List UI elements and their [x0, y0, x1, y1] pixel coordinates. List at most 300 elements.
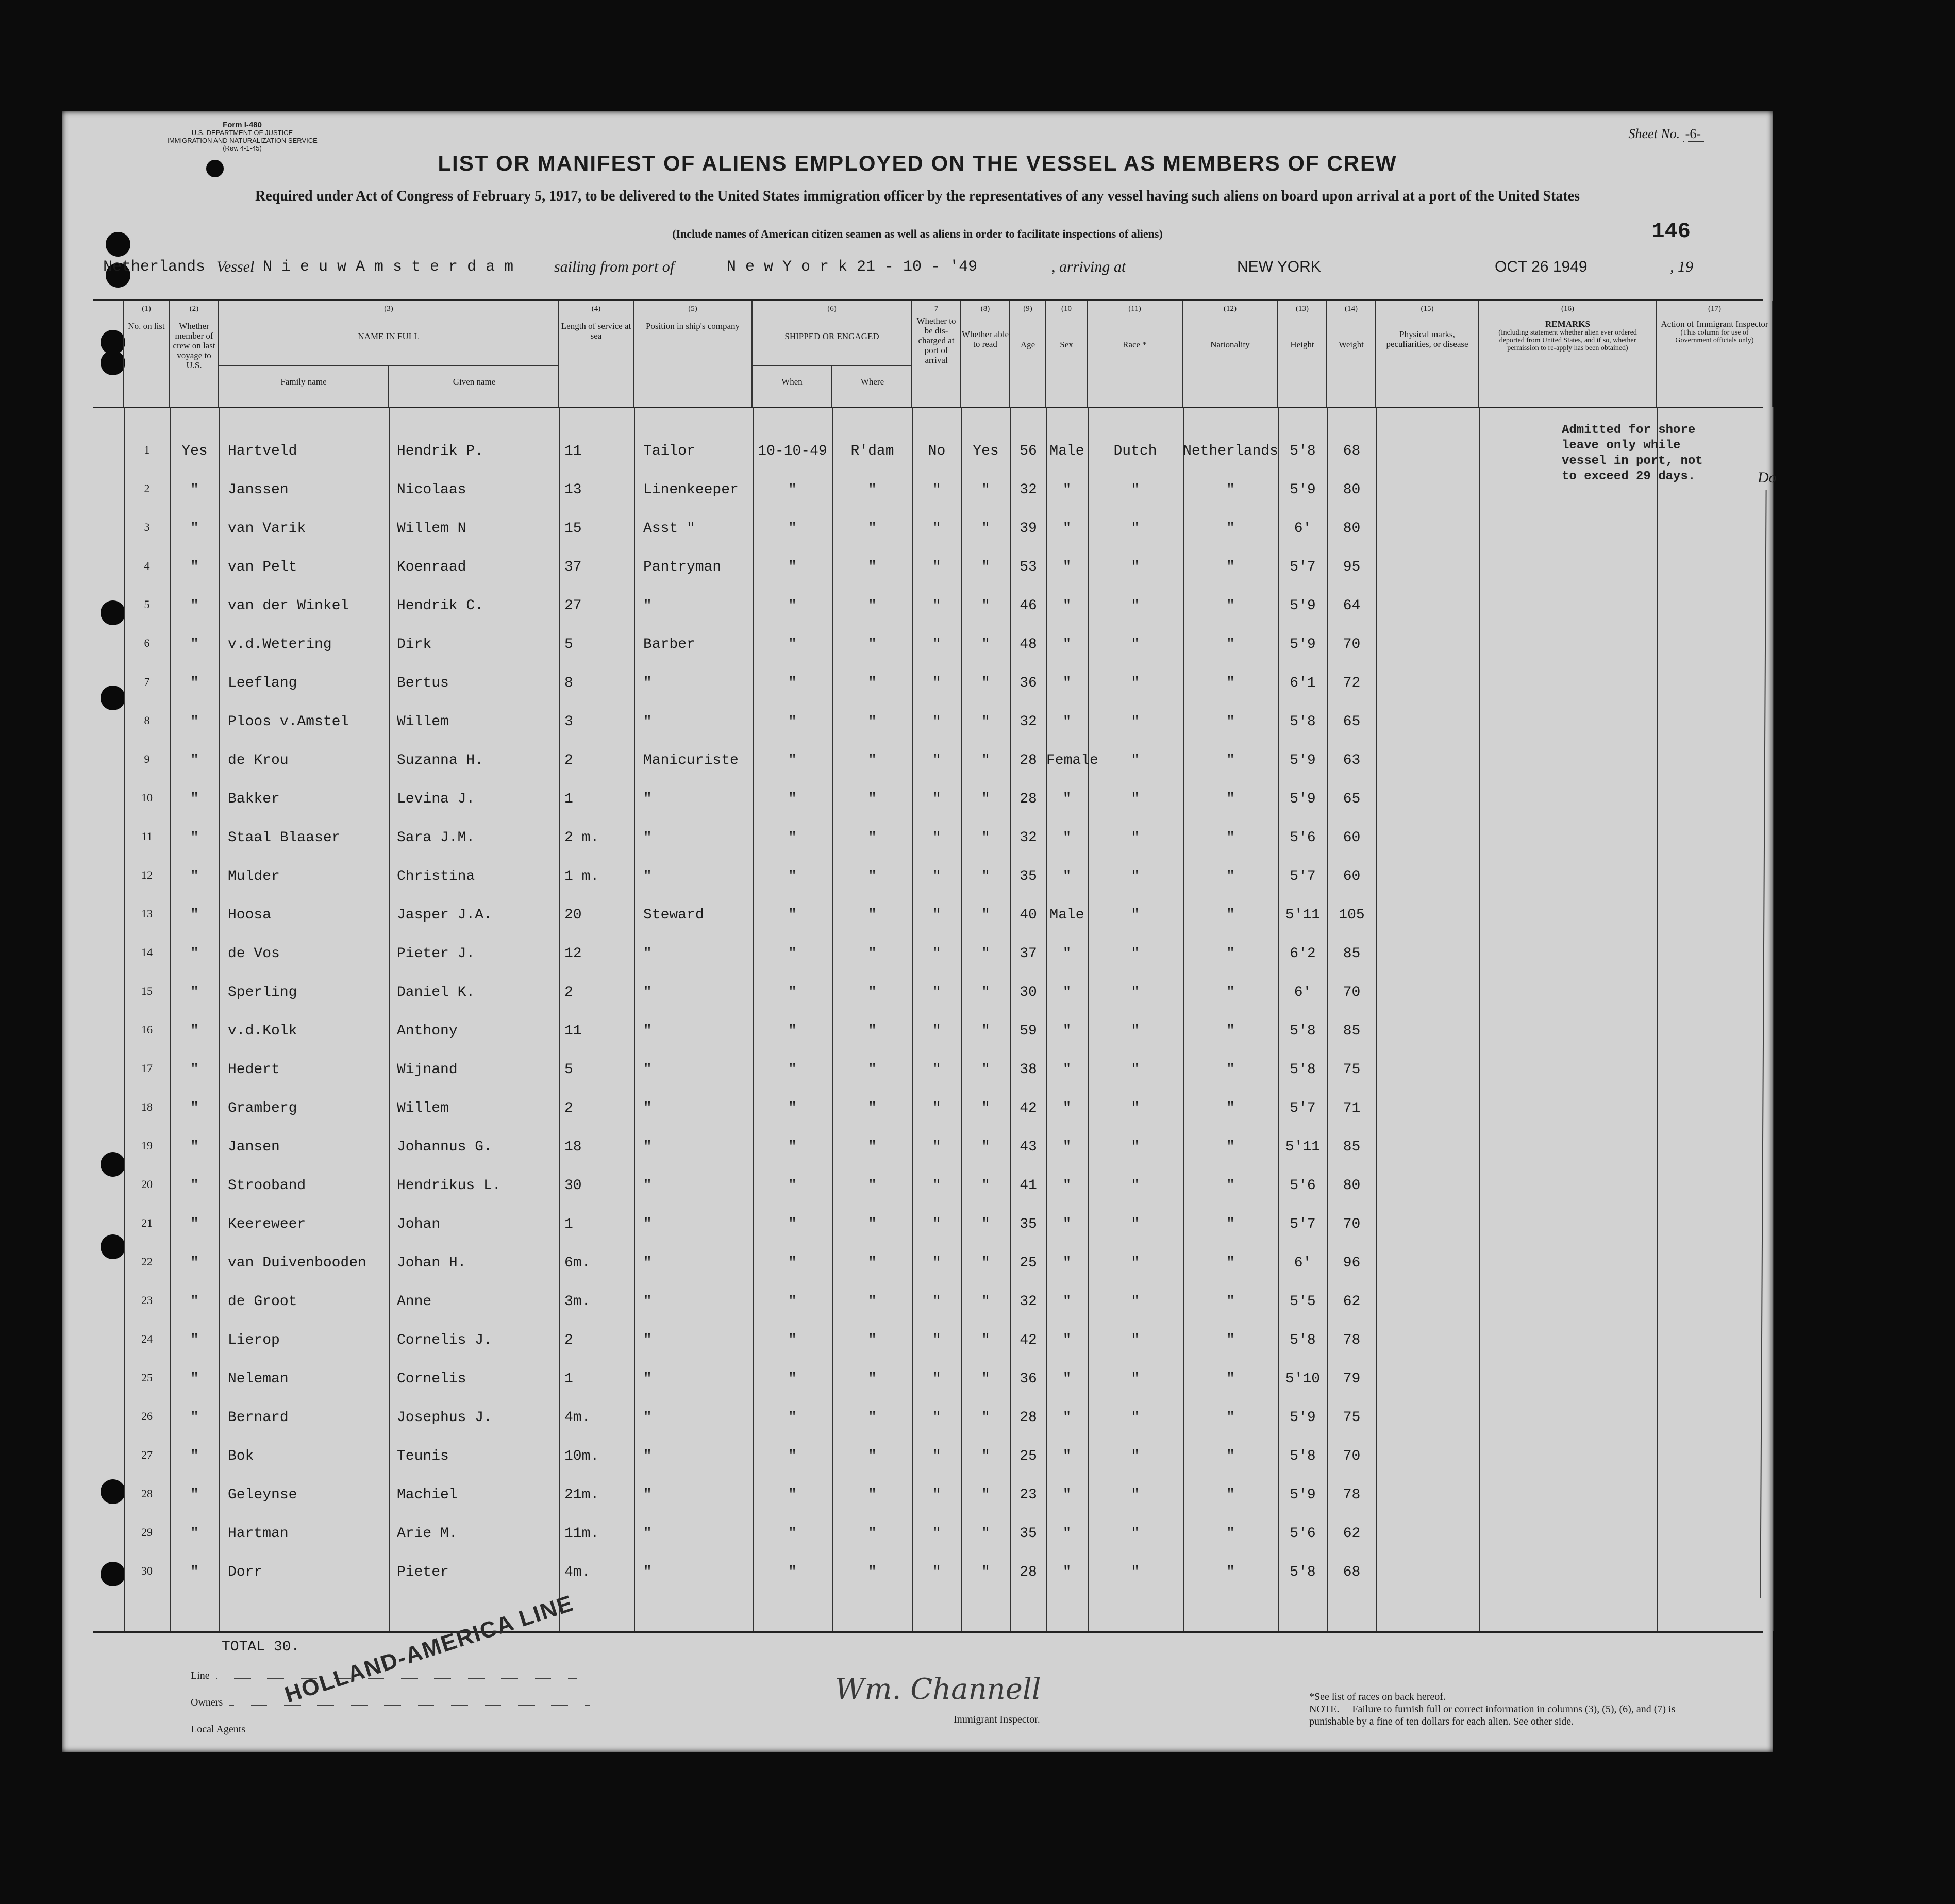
- cell-height: 5'8: [1290, 443, 1316, 459]
- cell-read: ": [981, 1255, 990, 1271]
- cell-weight: 62: [1343, 1526, 1361, 1542]
- cell-weight: 60: [1343, 830, 1361, 846]
- cell-age: 23: [1020, 1487, 1037, 1503]
- cell-prev: Yes: [181, 443, 208, 459]
- cell-age: 25: [1020, 1448, 1037, 1464]
- cell-disch: ": [932, 1448, 941, 1464]
- cell-nat: ": [1226, 1564, 1235, 1580]
- cell-weight: 62: [1343, 1294, 1361, 1310]
- cell-weight: 95: [1343, 559, 1361, 575]
- cell-no: 17: [141, 1062, 153, 1075]
- cell-age: 59: [1020, 1023, 1037, 1039]
- table-row: [93, 892, 1763, 928]
- cell-weight: 68: [1343, 443, 1361, 459]
- cell-sex: ": [1062, 1100, 1072, 1116]
- cell-service: 2: [564, 753, 573, 769]
- cell-position: ": [643, 946, 652, 962]
- cell-nat: ": [1226, 1294, 1235, 1310]
- cell-family: Staal Blaaser: [228, 830, 341, 846]
- cell-no: 12: [141, 869, 153, 881]
- cell-family: van Duivenbooden: [228, 1255, 366, 1271]
- cell-age: 43: [1020, 1139, 1037, 1155]
- cell-race: ": [1131, 1139, 1140, 1155]
- cell-read: ": [981, 598, 990, 614]
- cell-weight: 70: [1343, 637, 1361, 653]
- cell-disch: ": [932, 830, 941, 846]
- penalty-note: NOTE. —Failure to furnish full or correct information in columns (3), (5), (6), and (7) is punishable by a fine of ten dollars for each alien. See other side.: [1309, 1703, 1676, 1727]
- cell-weight: 78: [1343, 1487, 1361, 1503]
- cell-given: Hendrik P.: [397, 443, 484, 459]
- cell-sex: ": [1062, 1410, 1072, 1426]
- cell-where: ": [868, 559, 877, 575]
- cell-race: ": [1131, 1371, 1140, 1387]
- cell-family: Geleynse: [228, 1487, 297, 1503]
- cell-where: ": [868, 907, 877, 923]
- cell-when: 10-10-49: [758, 443, 827, 459]
- cell-sex: ": [1062, 675, 1072, 691]
- cell-race: ": [1131, 907, 1140, 923]
- cell-age: 28: [1020, 791, 1037, 807]
- table-row: [93, 1356, 1763, 1392]
- cell-read: ": [981, 753, 990, 769]
- cell-service: 3m.: [564, 1294, 591, 1310]
- cell-no: 30: [141, 1564, 153, 1577]
- cell-race: ": [1131, 1332, 1140, 1348]
- cell-position: ": [643, 714, 652, 730]
- cell-disch: ": [932, 1410, 941, 1426]
- cell-read: ": [981, 830, 990, 846]
- arriving-port: NEW YORK: [1237, 258, 1321, 275]
- cell-race: ": [1131, 1294, 1140, 1310]
- cell-height: 5'11: [1285, 907, 1321, 923]
- cell-prev: ": [190, 675, 199, 691]
- signature-label: Immigrant Inspector.: [954, 1714, 1040, 1725]
- cell-when: ": [788, 1100, 797, 1116]
- cell-family: Ploos v.Amstel: [228, 714, 349, 730]
- cell-prev: ": [190, 1062, 199, 1078]
- cell-disch: ": [932, 1100, 941, 1116]
- col-nationality: (12) Nationality: [1183, 301, 1278, 407]
- cell-no: 4: [144, 559, 150, 572]
- cell-sex: ": [1062, 1062, 1072, 1078]
- cell-age: 32: [1020, 482, 1037, 498]
- col-service: (4) Length of service at sea: [559, 301, 634, 407]
- cell-service: 20: [564, 907, 582, 923]
- cell-race: ": [1131, 753, 1140, 769]
- cell-race: ": [1131, 984, 1140, 1000]
- cell-prev: ": [190, 1564, 199, 1580]
- cell-race: ": [1131, 946, 1140, 962]
- vessel-name: N i e u w A m s t e r d a m: [263, 258, 514, 276]
- cell-given: Machiel: [397, 1487, 458, 1503]
- remark-shore-leave: Admitted for shore leave only while vessel in port, not to exceed 29 days.: [1562, 423, 1703, 483]
- cell-race: ": [1131, 869, 1140, 884]
- cell-sex: ": [1062, 1332, 1072, 1348]
- cell-when: ": [788, 1526, 797, 1542]
- footer-agents: Local Agents: [191, 1724, 612, 1735]
- page-title: LIST OR MANIFEST OF ALIENS EMPLOYED ON THE VESSEL AS MEMBERS OF CREW: [438, 151, 1397, 175]
- cell-family: Dorr: [228, 1564, 263, 1580]
- cell-read: ": [981, 1564, 990, 1580]
- cell-height: 5'7: [1290, 1100, 1316, 1116]
- cell-prev: ": [190, 1139, 199, 1155]
- cell-read: ": [981, 1526, 990, 1542]
- cell-position: ": [643, 1178, 652, 1194]
- cell-age: 56: [1020, 443, 1037, 459]
- cell-where: ": [868, 637, 877, 653]
- cell-disch: ": [932, 907, 941, 923]
- cell-given: Willem: [397, 1100, 449, 1116]
- cell-family: Mulder: [228, 869, 280, 884]
- cell-where: ": [868, 675, 877, 691]
- cell-family: van Pelt: [228, 559, 297, 575]
- cell-read: ": [981, 869, 990, 884]
- cell-read: ": [981, 1062, 990, 1078]
- cell-when: ": [788, 1332, 797, 1348]
- cell-where: ": [868, 482, 877, 498]
- cell-given: Johan H.: [397, 1255, 466, 1271]
- cell-position: ": [643, 1526, 652, 1542]
- cell-service: 21m.: [564, 1487, 599, 1503]
- cell-sex: ": [1062, 1023, 1072, 1039]
- cell-nat: ": [1226, 1410, 1235, 1426]
- cell-position: ": [643, 598, 652, 614]
- cell-no: 6: [144, 637, 150, 649]
- cell-service: 11: [564, 443, 582, 459]
- cell-prev: ": [190, 637, 199, 653]
- cell-no: 1: [144, 443, 150, 456]
- cell-nat: ": [1226, 482, 1235, 498]
- cell-sex: ": [1062, 559, 1072, 575]
- cell-weight: 70: [1343, 1448, 1361, 1464]
- col-where: Where: [860, 377, 884, 387]
- cell-age: 39: [1020, 521, 1037, 537]
- cell-read: ": [981, 675, 990, 691]
- cell-position: ": [643, 1100, 652, 1116]
- col-physical: (15) Physical marks, peculiarities, or disease: [1376, 301, 1479, 407]
- cell-service: 2: [564, 1100, 573, 1116]
- cell-race: ": [1131, 482, 1140, 498]
- table-row: [93, 1124, 1763, 1160]
- cell-nat: ": [1226, 714, 1235, 730]
- cell-given: Nicolaas: [397, 482, 466, 498]
- cell-given: Koenraad: [397, 559, 466, 575]
- arriving-label: , arriving at: [1051, 258, 1126, 275]
- cell-sex: ": [1062, 1564, 1072, 1580]
- cell-when: ": [788, 984, 797, 1000]
- cell-weight: 75: [1343, 1410, 1361, 1426]
- cell-no: 3: [144, 521, 150, 533]
- cell-family: van Varik: [228, 521, 306, 537]
- cell-disch: ": [932, 1062, 941, 1078]
- cell-weight: 65: [1343, 791, 1361, 807]
- cell-nat: ": [1226, 1448, 1235, 1464]
- cell-nat: ": [1226, 1216, 1235, 1232]
- cell-given: Willem N: [397, 521, 466, 537]
- page-subtitle: Required under Act of Congress of February 5, 1917, to be delivered to the United States immigration officer by the representatives of any vessel having such aliens on board upon arrival at a port of the United States: [255, 188, 1580, 204]
- cell-weight: 65: [1343, 714, 1361, 730]
- cell-age: 42: [1020, 1332, 1037, 1348]
- cell-prev: ": [190, 1332, 199, 1348]
- cell-read: ": [981, 1487, 990, 1503]
- cell-when: ": [788, 1564, 797, 1580]
- cell-height: 5'8: [1290, 1062, 1316, 1078]
- cell-nat: ": [1226, 1371, 1235, 1387]
- cell-given: Anne: [397, 1294, 432, 1310]
- cell-when: ": [788, 1062, 797, 1078]
- cell-position: Linenkeeper: [643, 482, 739, 498]
- cell-race: Dutch: [1113, 443, 1157, 459]
- cell-where: ": [868, 1448, 877, 1464]
- cell-where: ": [868, 830, 877, 846]
- cell-height: 5'8: [1290, 1564, 1316, 1580]
- arrival-date: OCT 26 1949: [1495, 258, 1588, 275]
- col-discharged: 7 Whether to be dis-charged at port of arrival: [912, 301, 961, 407]
- cell-where: ": [868, 1371, 877, 1387]
- cell-read: ": [981, 984, 990, 1000]
- cell-prev: ": [190, 1294, 199, 1310]
- cell-given: Suzanna H.: [397, 753, 484, 769]
- cell-given: Arie M.: [397, 1526, 458, 1542]
- cell-family: Gramberg: [228, 1100, 297, 1116]
- cell-disch: ": [932, 1332, 941, 1348]
- cell-height: 6': [1294, 1255, 1312, 1271]
- cell-service: 1: [564, 791, 573, 807]
- cell-disch: ": [932, 714, 941, 730]
- table-row: [93, 737, 1763, 773]
- form-number: Form I-480: [223, 121, 262, 129]
- cell-position: ": [643, 791, 652, 807]
- cell-given: Willem: [397, 714, 449, 730]
- cell-weight: 70: [1343, 984, 1361, 1000]
- cell-age: 35: [1020, 1216, 1037, 1232]
- cell-weight: 96: [1343, 1255, 1361, 1271]
- col-weight: (14) Weight: [1327, 301, 1376, 407]
- table-row: [93, 1433, 1763, 1469]
- cell-height: 6': [1294, 521, 1312, 537]
- cell-service: 10m.: [564, 1448, 599, 1464]
- cell-family: Keereweer: [228, 1216, 306, 1232]
- cell-age: 35: [1020, 869, 1037, 884]
- cell-where: ": [868, 714, 877, 730]
- form-revision: (Rev. 4-1-45): [223, 144, 262, 152]
- cell-read: ": [981, 907, 990, 923]
- cell-sex: ": [1062, 1178, 1072, 1194]
- cell-where: ": [868, 521, 877, 537]
- cell-sex: ": [1062, 482, 1072, 498]
- cell-where: ": [868, 1100, 877, 1116]
- cell-service: 1: [564, 1371, 573, 1387]
- cell-when: ": [788, 753, 797, 769]
- cell-height: 5'5: [1290, 1294, 1316, 1310]
- cell-weight: 75: [1343, 1062, 1361, 1078]
- cell-position: ": [643, 1448, 652, 1464]
- cell-nat: ": [1226, 907, 1235, 923]
- cell-family: de Krou: [228, 753, 289, 769]
- cell-age: 28: [1020, 1564, 1037, 1580]
- cell-race: ": [1131, 830, 1140, 846]
- cell-when: ": [788, 1371, 797, 1387]
- cell-service: 27: [564, 598, 582, 614]
- cell-read: ": [981, 1100, 990, 1116]
- cell-no: 26: [141, 1410, 153, 1423]
- vessel-line: [93, 258, 1693, 279]
- cell-sex: ": [1062, 830, 1072, 846]
- year-label: , 19: [1670, 258, 1693, 275]
- cell-no: 7: [144, 675, 150, 688]
- cell-when: ": [788, 791, 797, 807]
- cell-disch: ": [932, 946, 941, 962]
- cell-age: 46: [1020, 598, 1037, 614]
- cell-given: Christina: [397, 869, 475, 884]
- cell-service: 1 m.: [564, 869, 599, 884]
- cell-disch: ": [932, 1487, 941, 1503]
- cell-nat: ": [1226, 637, 1235, 653]
- footer-notes: [1309, 1691, 1680, 1728]
- cell-race: ": [1131, 1178, 1140, 1194]
- cell-given: Sara J.M.: [397, 830, 475, 846]
- cell-when: ": [788, 907, 797, 923]
- col-age: (9) Age: [1010, 301, 1046, 407]
- cell-race: ": [1131, 1255, 1140, 1271]
- cell-prev: ": [190, 1410, 199, 1426]
- cell-height: 5'6: [1290, 1178, 1316, 1194]
- cell-prev: ": [190, 1100, 199, 1116]
- cell-age: 36: [1020, 1371, 1037, 1387]
- table-row: [93, 1510, 1763, 1546]
- cell-service: 30: [564, 1178, 582, 1194]
- cell-position: Pantryman: [643, 559, 722, 575]
- cell-weight: 70: [1343, 1216, 1361, 1232]
- cell-disch: ": [932, 791, 941, 807]
- cell-service: 5: [564, 1062, 573, 1078]
- table-row: [93, 544, 1763, 580]
- cell-nat: ": [1226, 1178, 1235, 1194]
- cell-no: 8: [144, 714, 150, 727]
- cell-family: Sperling: [228, 984, 297, 1000]
- cell-position: ": [643, 984, 652, 1000]
- cell-when: ": [788, 869, 797, 884]
- stamped-number: 146: [1651, 219, 1691, 244]
- cell-race: ": [1131, 1410, 1140, 1426]
- cell-disch: ": [932, 1255, 941, 1271]
- cell-read: ": [981, 1371, 990, 1387]
- cell-read: ": [981, 637, 990, 653]
- form-department: U.S. DEPARTMENT OF JUSTICE: [191, 129, 293, 137]
- cell-family: Bernard: [228, 1410, 289, 1426]
- cell-nat: ": [1226, 946, 1235, 962]
- table-row: [93, 1240, 1763, 1276]
- cell-where: ": [868, 1332, 877, 1348]
- cell-when: ": [788, 482, 797, 498]
- cell-sex: ": [1062, 1139, 1072, 1155]
- cell-weight: 63: [1343, 753, 1361, 769]
- cell-age: 32: [1020, 830, 1037, 846]
- cell-where: ": [868, 598, 877, 614]
- cell-no: 16: [141, 1023, 153, 1036]
- cell-where: R'dam: [850, 443, 894, 459]
- cell-height: 5'11: [1285, 1139, 1321, 1155]
- cell-height: 5'9: [1290, 753, 1316, 769]
- cell-race: ": [1131, 1487, 1140, 1503]
- cell-where: ": [868, 1023, 877, 1039]
- cell-age: 28: [1020, 1410, 1037, 1426]
- table-row: [93, 505, 1763, 541]
- cell-sex: ": [1062, 637, 1072, 653]
- cell-prev: ": [190, 1487, 199, 1503]
- cell-position: Asst ": [643, 521, 695, 537]
- cell-nat: ": [1226, 830, 1235, 846]
- cell-weight: 60: [1343, 869, 1361, 884]
- cell-race: ": [1131, 559, 1140, 575]
- table-row: [93, 776, 1763, 812]
- cell-where: ": [868, 753, 877, 769]
- cell-disch: ": [932, 598, 941, 614]
- col-race: (11) Race *: [1088, 301, 1183, 407]
- cell-prev: ": [190, 598, 199, 614]
- cell-height: 5'8: [1290, 1448, 1316, 1464]
- cell-service: 12: [564, 946, 582, 962]
- cell-position: Manicuriste: [643, 753, 739, 769]
- cell-given: Wijnand: [397, 1062, 458, 1078]
- cell-when: ": [788, 1023, 797, 1039]
- cell-no: 9: [144, 753, 150, 765]
- cell-when: ": [788, 1294, 797, 1310]
- cell-height: 5'9: [1290, 637, 1316, 653]
- cell-prev: ": [190, 946, 199, 962]
- sailing-label: sailing from port of: [554, 258, 675, 275]
- cell-weight: 80: [1343, 1178, 1361, 1194]
- cell-where: ": [868, 984, 877, 1000]
- sheet-number-value: -6-: [1683, 126, 1711, 142]
- cell-no: 2: [144, 482, 150, 495]
- col-remarks: (16) REMARKS (Including statement whether alien ever ordered deported from United States, and if so, whether permission to re-apply has been obtained): [1479, 301, 1657, 407]
- cell-nat: ": [1226, 1100, 1235, 1116]
- cell-age: 48: [1020, 637, 1037, 653]
- cell-position: ": [643, 1216, 652, 1232]
- cell-where: ": [868, 1255, 877, 1271]
- cell-race: ": [1131, 637, 1140, 653]
- cell-when: ": [788, 521, 797, 537]
- cell-disch: ": [932, 1564, 941, 1580]
- cell-no: 29: [141, 1526, 153, 1539]
- cell-family: Hoosa: [228, 907, 272, 923]
- cell-given: Cornelis: [397, 1371, 466, 1387]
- race-note: *See list of races on back hereof.: [1309, 1691, 1446, 1702]
- col-no: (1) No. on list: [124, 301, 170, 407]
- cell-position: ": [643, 1023, 652, 1039]
- cell-no: 24: [141, 1332, 153, 1345]
- cell-service: 11: [564, 1023, 582, 1039]
- cell-prev: ": [190, 791, 199, 807]
- cell-age: 30: [1020, 984, 1037, 1000]
- cell-where: ": [868, 791, 877, 807]
- cell-where: ": [868, 1139, 877, 1155]
- col-sex: (10 Sex: [1046, 301, 1088, 407]
- cell-prev: ": [190, 559, 199, 575]
- cell-service: 4m.: [564, 1564, 591, 1580]
- cell-no: 10: [141, 791, 153, 804]
- cell-position: ": [643, 1487, 652, 1503]
- cell-read: ": [981, 1178, 990, 1194]
- cell-height: 5'7: [1290, 1216, 1316, 1232]
- cell-prev: ": [190, 1255, 199, 1271]
- cell-no: 27: [141, 1448, 153, 1461]
- cell-disch: ": [932, 1526, 941, 1542]
- cell-family: Jansen: [228, 1139, 280, 1155]
- table-row: [93, 814, 1763, 850]
- cell-given: Dirk: [397, 637, 432, 653]
